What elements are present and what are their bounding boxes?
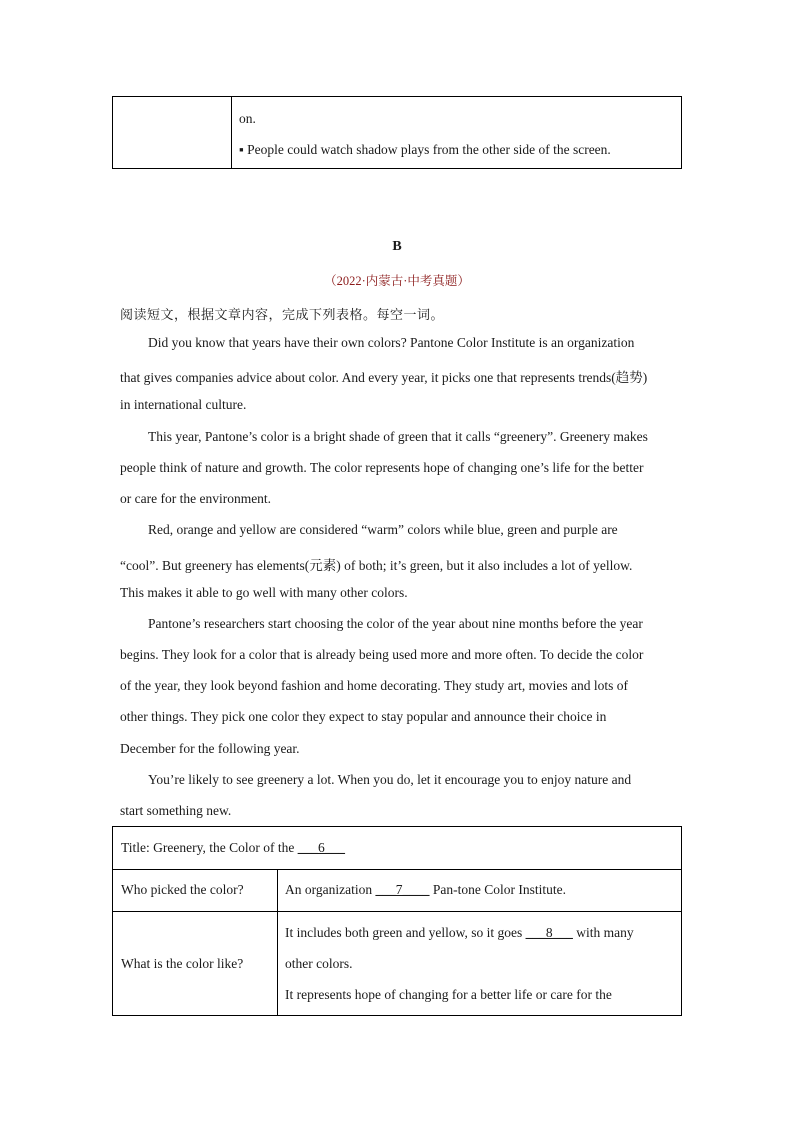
passage-line: other things. They pick one color they expect to stay popular and announce their choice in: [120, 709, 607, 724]
passage-line: “cool”. But greenery has elements(元素) of both; it’s green, but it also includes a lot of yellow.: [120, 558, 633, 573]
row-answer: [285, 925, 634, 941]
row-label: What is the color like?: [121, 956, 244, 971]
row-label: Who picked the color?: [121, 882, 244, 897]
row2-suffix: with many: [572, 925, 634, 940]
passage-line: people think of nature and growth. The color represents hope of changing one’s life for the better: [120, 460, 644, 475]
row1-suffix: Pan-tone Color Institute.: [429, 882, 566, 897]
title-prefix: Title: Greenery, the Color of the: [121, 840, 298, 855]
blank-8[interactable]: ___8___: [525, 925, 573, 940]
passage-line: that gives companies advice about color. And every year, it picks one that represents trends(趋势): [120, 370, 648, 385]
passage-line: Pantone’s researchers start choosing the color of the year about nine months before the year: [148, 616, 643, 631]
passage-line: begins. They look for a color that is already being used more and more often. To decide the color: [120, 647, 644, 662]
table-title-cell: [121, 840, 345, 856]
instruction-text: 阅读短文，根据文章内容，完成下列表格。每空一词。: [120, 307, 445, 322]
row2-prefix: It includes both green and yellow, so it goes: [285, 925, 526, 940]
table-column-divider: [277, 869, 278, 1015]
passage-line: You’re likely to see greenery a lot. When you do, let it encourage you to enjoy nature and: [148, 772, 632, 787]
passage-line: This year, Pantone’s color is a bright shade of green that it calls “greenery”. Greenery makes: [148, 429, 648, 444]
exam-source: （2022·内蒙古·中考真题）: [324, 274, 470, 288]
row-answer-line: It represents hope of changing for a better life or care for the: [285, 987, 612, 1002]
continued-table: [112, 96, 682, 169]
row-answer-line: other colors.: [285, 956, 353, 971]
table-cell-text: ▪ People could watch shadow plays from the other side of the screen.: [239, 142, 611, 157]
answer-table: [112, 826, 682, 1016]
row1-prefix: An organization: [285, 882, 376, 897]
blank-6[interactable]: ___6___: [297, 840, 345, 855]
passage-line: or care for the environment.: [120, 491, 272, 506]
table-cell-text: on.: [239, 111, 256, 126]
passage-line: in international culture.: [120, 397, 247, 412]
blank-7[interactable]: ___7____: [375, 882, 430, 897]
passage-line: Did you know that years have their own colors? Pantone Color Institute is an organization: [148, 335, 635, 350]
passage-line: of the year, they look beyond fashion and home decorating. They study art, movies and lots of: [120, 678, 628, 693]
row-answer: [285, 882, 566, 898]
table-row-divider: [113, 911, 681, 912]
table-column-divider: [231, 97, 232, 168]
passage-line: Red, orange and yellow are considered “warm” colors while blue, green and purple are: [148, 522, 618, 537]
passage-line: December for the following year.: [120, 741, 300, 756]
table-row-divider: [113, 869, 681, 870]
section-heading: B: [392, 239, 402, 254]
passage-line: This makes it able to go well with many other colors.: [120, 585, 408, 600]
passage-line: start something new.: [120, 803, 232, 818]
